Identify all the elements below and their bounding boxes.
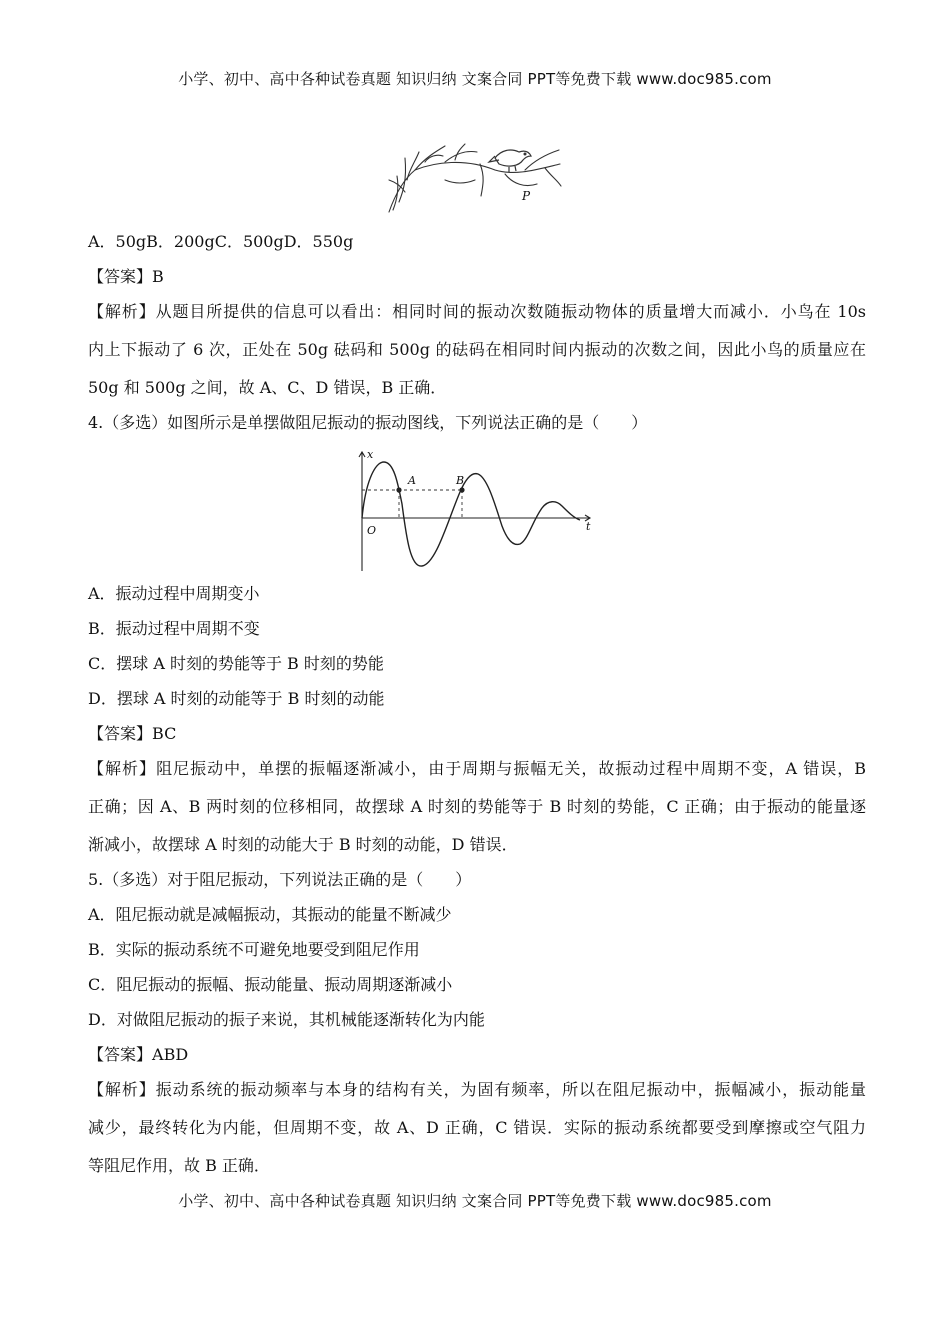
answer-value: BC (152, 724, 177, 743)
q4-option-a: A．振动过程中周期变小 (88, 584, 260, 603)
answer-tag: 【答案】 (88, 724, 153, 743)
damped-oscillation-graph (352, 448, 597, 573)
damped-curve (362, 462, 580, 566)
answer-value: ABD (152, 1045, 189, 1064)
point-b-dot (459, 487, 464, 492)
point-label-p: P (522, 189, 531, 203)
q4-option-b: B．振动过程中周期不变 (88, 619, 260, 638)
q5-option-c: C．阻尼振动的振幅、振动能量、振动周期逐渐减小 (88, 975, 453, 994)
q4-analysis-line-2: 正确；因 A、B 两时刻的位移相同，故摆球 A 时刻的势能等于 B 时刻的势能，C 正确；由于振动的能量逐 (88, 797, 866, 816)
footer-banner: 小学、初中、高中各种试卷真题 知识归纳 文案合同 PPT等免费下载 www.doc985.com (178, 1192, 772, 1210)
q4-option-d: D．摆球 A 时刻的动能等于 B 时刻的动能 (88, 689, 385, 708)
q5-stem: 5.（多选）对于阻尼振动，下列说法正确的是（ ） (88, 870, 472, 889)
q5-option-d: D．对做阻尼振动的振子来说，其机械能逐渐转化为内能 (88, 1010, 485, 1029)
q5-option-a: A．阻尼振动就是减幅振动，其振动的能量不断减少 (88, 905, 452, 924)
origin-label: O (367, 524, 377, 537)
q3-options: A．50gB．200gC．500gD．550g (88, 232, 354, 251)
q5-option-b: B．实际的振动系统不可避免地要受到阻尼作用 (88, 940, 420, 959)
q5-analysis-line-1: 【解析】振动系统的振动频率与本身的结构有关，为固有频率，所以在阻尼振动中，振幅减小，振动能量 (88, 1080, 866, 1099)
analysis-tag: 【解析】 (88, 759, 157, 778)
q3-analysis-line-1: 【解析】从题目所提供的信息可以看出：相同时间的振动次数随振动物体的质量增大而减小．小鸟在 10s (88, 302, 866, 321)
x-axis-label: x (367, 448, 374, 461)
point-a-dot (396, 487, 401, 492)
q4-stem: 4.（多选）如图所示是单摆做阻尼振动的振动图线，下列说法正确的是（ ） (88, 413, 648, 432)
answer-tag: 【答案】 (88, 267, 153, 286)
point-a-label: A (408, 474, 416, 487)
q3-analysis-line-3: 50g 和 500g 之间，故 A、C、D 错误，B 正确． (88, 378, 447, 397)
answer-tag: 【答案】 (88, 1045, 153, 1064)
q3-analysis-line-2: 内上下振动了 6 次，正处在 50g 砝码和 500g 的砝码在相同时间内振动的次数之间，因此小鸟的质量应在 (88, 340, 866, 359)
header-banner: 小学、初中、高中各种试卷真题 知识归纳 文案合同 PPT等免费下载 www.doc985.com (178, 70, 772, 88)
analysis-tag: 【解析】 (88, 302, 156, 321)
q5-analysis-line-3: 等阻尼作用，故 B 正确． (88, 1156, 270, 1175)
point-b-label: B (456, 474, 465, 487)
q4-option-c: C．摆球 A 时刻的势能等于 B 时刻的势能 (88, 654, 384, 673)
q5-analysis-line-2: 减少，最终转化为内能，但周期不变，故 A、D 正确，C 错误．实际的振动系统都要受到摩擦或空气阻力 (88, 1118, 866, 1137)
q4-answer (88, 724, 866, 744)
answer-value: B (152, 267, 164, 286)
q4-analysis-line-1: 【解析】阻尼振动中，单摆的振幅逐渐减小，由于周期与振幅无关，故振动过程中周期不变，A 错误，B (88, 759, 866, 778)
q4-analysis-line-3: 渐减小，故摆球 A 时刻的动能大于 B 时刻的动能，D 错误． (88, 835, 518, 854)
t-axis-label: t (586, 520, 591, 533)
analysis-tag: 【解析】 (88, 1080, 156, 1099)
bird-on-branch-figure (385, 140, 565, 216)
q5-answer (88, 1045, 866, 1065)
q3-answer (88, 267, 866, 287)
